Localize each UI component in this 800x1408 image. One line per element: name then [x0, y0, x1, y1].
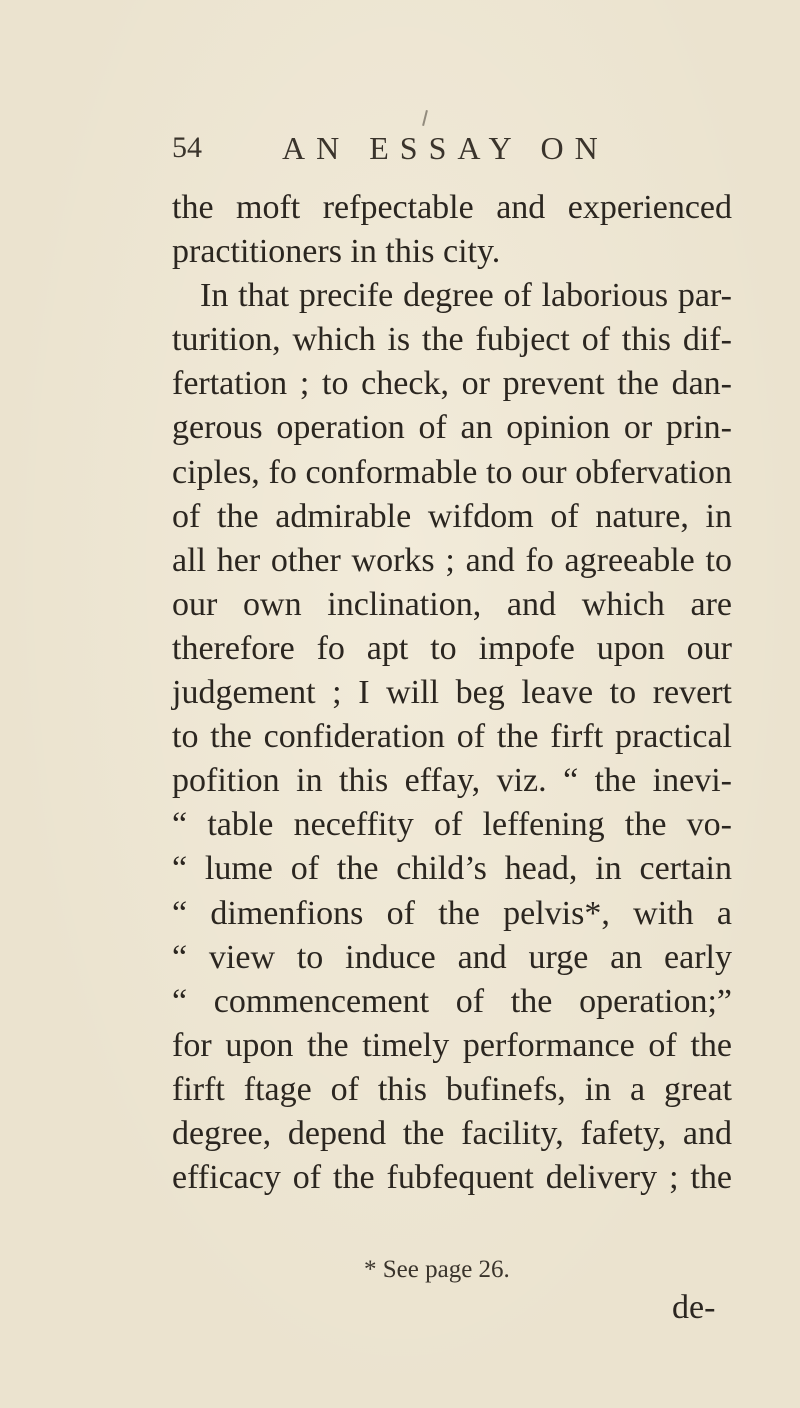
- text-line: “ commencement of the operation;”: [172, 982, 732, 1020]
- text-line: ciples, fo conformable to our obfervation: [172, 453, 732, 491]
- text-line: “ table neceffity of leffening the vo-: [172, 806, 732, 844]
- body-text: [172, 186, 732, 1200]
- page-number: 54: [172, 131, 202, 164]
- text-line: therefore fo apt to impofe upon our: [172, 629, 732, 667]
- text-line: gerous operation of an opinion or prin-: [172, 409, 732, 447]
- footnote: * See page 26.: [364, 1256, 510, 1283]
- text-line: practitioners in this city.: [172, 233, 501, 271]
- text-line: to the confideration of the firft practical: [172, 718, 732, 756]
- text-line: judgement ; I will beg leave to revert: [172, 674, 732, 712]
- text-line: In that precife degree of laborious par-: [200, 277, 732, 315]
- text-line: fertation ; to check, or prevent the dan-: [172, 365, 732, 403]
- text-line: for upon the timely performance of the: [172, 1026, 732, 1064]
- running-head: AN ESSAY ON: [282, 130, 609, 166]
- text-line: “ view to induce and urge an early: [172, 938, 732, 976]
- text-line: pofition in this effay, viz. “ the inevi-: [172, 762, 732, 800]
- text-line: of the admirable wifdom of nature, in: [172, 497, 732, 535]
- text-line: efficacy of the fubfequent delivery ; the: [172, 1159, 732, 1197]
- text-line: degree, depend the facility, fafety, and: [172, 1114, 732, 1152]
- text-line: all her other works ; and fo agreeable to: [172, 541, 732, 579]
- text-line: our own inclination, and which are: [172, 585, 732, 623]
- text-line: “ dimenfions of the pelvis*, with a: [172, 894, 732, 932]
- text-line: firft ftage of this bufinefs, in a great: [172, 1070, 732, 1108]
- page-header: [172, 128, 732, 172]
- stray-ink-mark: [422, 110, 428, 126]
- text-line: “ lume of the child’s head, in certain: [172, 850, 732, 888]
- text-line: the moft refpectable and experienced: [172, 189, 732, 226]
- text-line: turition, which is the fubject of this dif-: [172, 321, 732, 359]
- catchword: de-: [672, 1289, 716, 1326]
